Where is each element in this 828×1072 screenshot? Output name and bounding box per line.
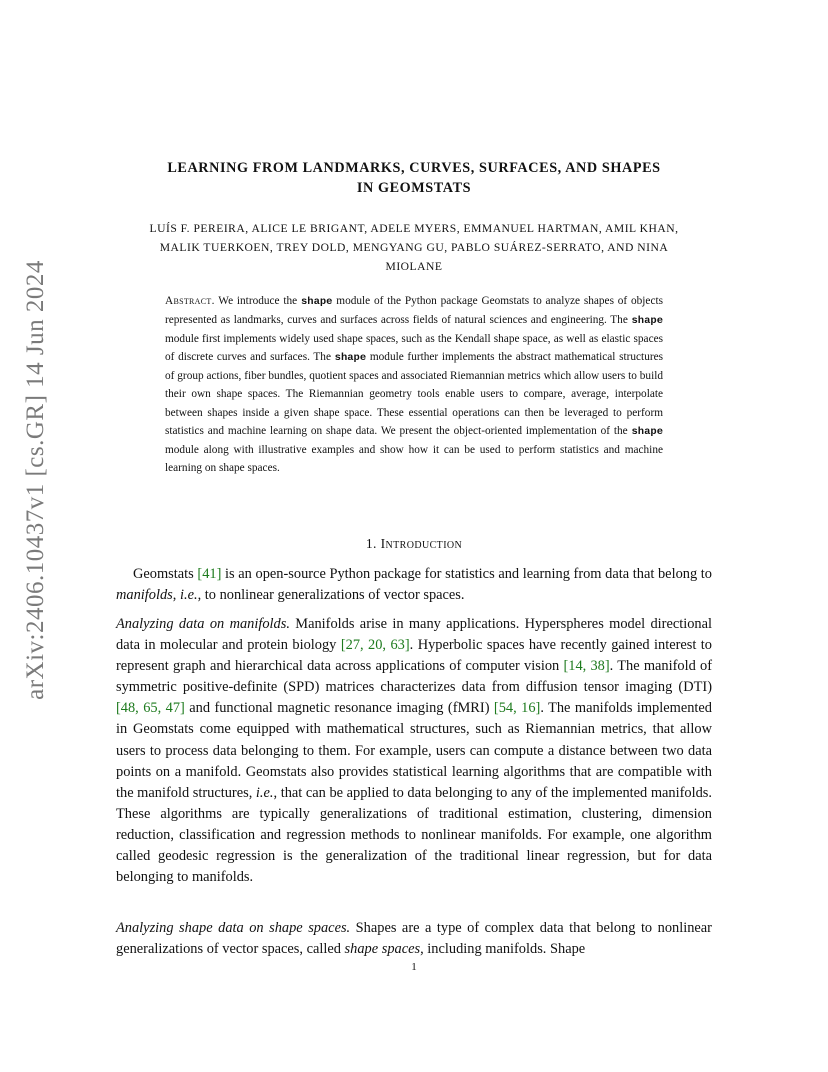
paragraph-lead: Analyzing data on manifolds. xyxy=(116,616,290,632)
paragraph-shape-spaces xyxy=(116,918,712,960)
paragraph-text: . The manifold of symmetric positive-definite (SPD) matrices characterizes data from diffusion tensor imaging (DTI) xyxy=(116,658,712,696)
paragraph-text: Shapes are a type of complex data that belong to nonlinear generalizations of vector spaces, called xyxy=(116,920,712,958)
paragraph-intro xyxy=(116,564,712,606)
paragraph-text: Geomstats xyxy=(133,566,198,582)
paragraph-text: , that can be applied to data belonging to any of the implemented manifolds. These algorithms are typically generalizations of traditional estimation, clustering, dimension reduction, classification and regression methods to nonlinear manifolds. For example, one algorithm called geodesic regression is the generalization of the traditional linear regression, but for data belonging to manifolds. xyxy=(116,784,712,886)
paragraph-lead: Analyzing shape data on shape spaces. xyxy=(116,920,351,936)
code-shape: shape xyxy=(631,315,663,328)
emphasis: manifolds xyxy=(116,587,173,604)
abstract-text: module further implements the abstract mathematical structures of group actions, fiber bundles, quotient spaces and associated Riemannian metrics which allow users to build their own shape spaces. The Riemannian geometry tools enable users to compare, average, interpolate between shapes inside a given shape space. These essential operations can then be leveraged to perform statistics and machine learning on shape data. We present the object-oriented implementation of the xyxy=(165,351,664,437)
paper-title xyxy=(100,158,728,198)
emphasis: i.e. xyxy=(255,784,274,801)
emphasis: i.e. xyxy=(179,587,198,604)
paragraph-manifolds xyxy=(116,614,712,888)
paragraph-text: , including manifolds. Shape xyxy=(420,941,586,958)
paragraph-text: . Hyperbolic spaces have recently gained interest to represent graph and hierarchical data across applications of computer vision xyxy=(116,637,713,675)
paragraph-text: is an open-source Python package for statistics and learning from data that belong to xyxy=(221,566,712,582)
abstract-text: module of the Python package Geomstats to analyze shapes of objects represented as landmarks, curves and surfaces across fields of natural sciences and engineering. The xyxy=(165,295,663,327)
citation-link[interactable]: [41] xyxy=(197,566,222,582)
section-title: Introduction xyxy=(380,536,463,551)
abstract-text: module first implements widely used shape spaces, such as the Kendall shape space, as well as elastic spaces of discrete curves and surfaces. The xyxy=(165,333,663,364)
abstract-text: We introduce the xyxy=(214,295,301,307)
paragraph-text: , to nonlinear generalizations of vector spaces. xyxy=(197,587,465,604)
abstract xyxy=(165,292,663,477)
title-line-2: IN GEOMSTATS xyxy=(356,180,472,196)
title-line-1: LEARNING FROM LANDMARKS, CURVES, SURFACES, AND SHAPES xyxy=(167,160,661,176)
emphasis: shape spaces xyxy=(344,941,421,958)
abstract-label: Abstract. xyxy=(165,295,215,307)
section-heading-introduction xyxy=(100,536,728,552)
paragraph-text: . The manifolds implemented in Geomstats come equipped with mathematical structures, such as Riemannian metrics, that allow users to process data belonging to them. For example, users can compute a distance between two data points on a manifold. Geomstats also provides statistical learning algorithms that are compatible with the manifold structures, xyxy=(116,700,712,801)
page-number: 1 xyxy=(411,961,417,973)
authors-line-1: LUÍS F. PEREIRA, ALICE LE BRIGANT, ADELE MYERS, EMMANUEL HARTMAN, AMIL KHAN, xyxy=(149,222,679,235)
authors-line-3: MIOLANE xyxy=(385,260,443,273)
arxiv-identifier[interactable]: arXiv:2406.10437v1 [cs.GR] 14 Jun 2024 xyxy=(22,260,49,700)
paragraph-text: and functional magnetic resonance imaging (fMRI) xyxy=(184,700,494,717)
author-list xyxy=(110,219,718,276)
code-shape: shape xyxy=(334,352,367,365)
abstract-text: module along with illustrative examples and show how it can be used to perform statistics and machine learning on shape spaces. xyxy=(165,443,663,474)
paragraph-text: Manifolds arise in many applications. Hyperspheres model directional data in molecular and protein biology xyxy=(116,616,712,654)
citation-link[interactable]: [54, 16] xyxy=(493,700,541,717)
paragraph-text: , xyxy=(172,587,180,604)
citation-link[interactable]: [14, 38] xyxy=(563,658,610,675)
code-shape: shape xyxy=(631,425,663,438)
citation-link[interactable]: [27, 20, 63] xyxy=(340,637,410,654)
code-shape: shape xyxy=(300,296,333,308)
citation-link[interactable]: [48, 65, 47] xyxy=(116,700,185,717)
authors-line-2: MALIK TUERKOEN, TREY DOLD, MENGYANG GU, PABLO SUÁREZ-SERRATO, AND NINA xyxy=(159,241,669,254)
section-number: 1. xyxy=(365,536,377,551)
